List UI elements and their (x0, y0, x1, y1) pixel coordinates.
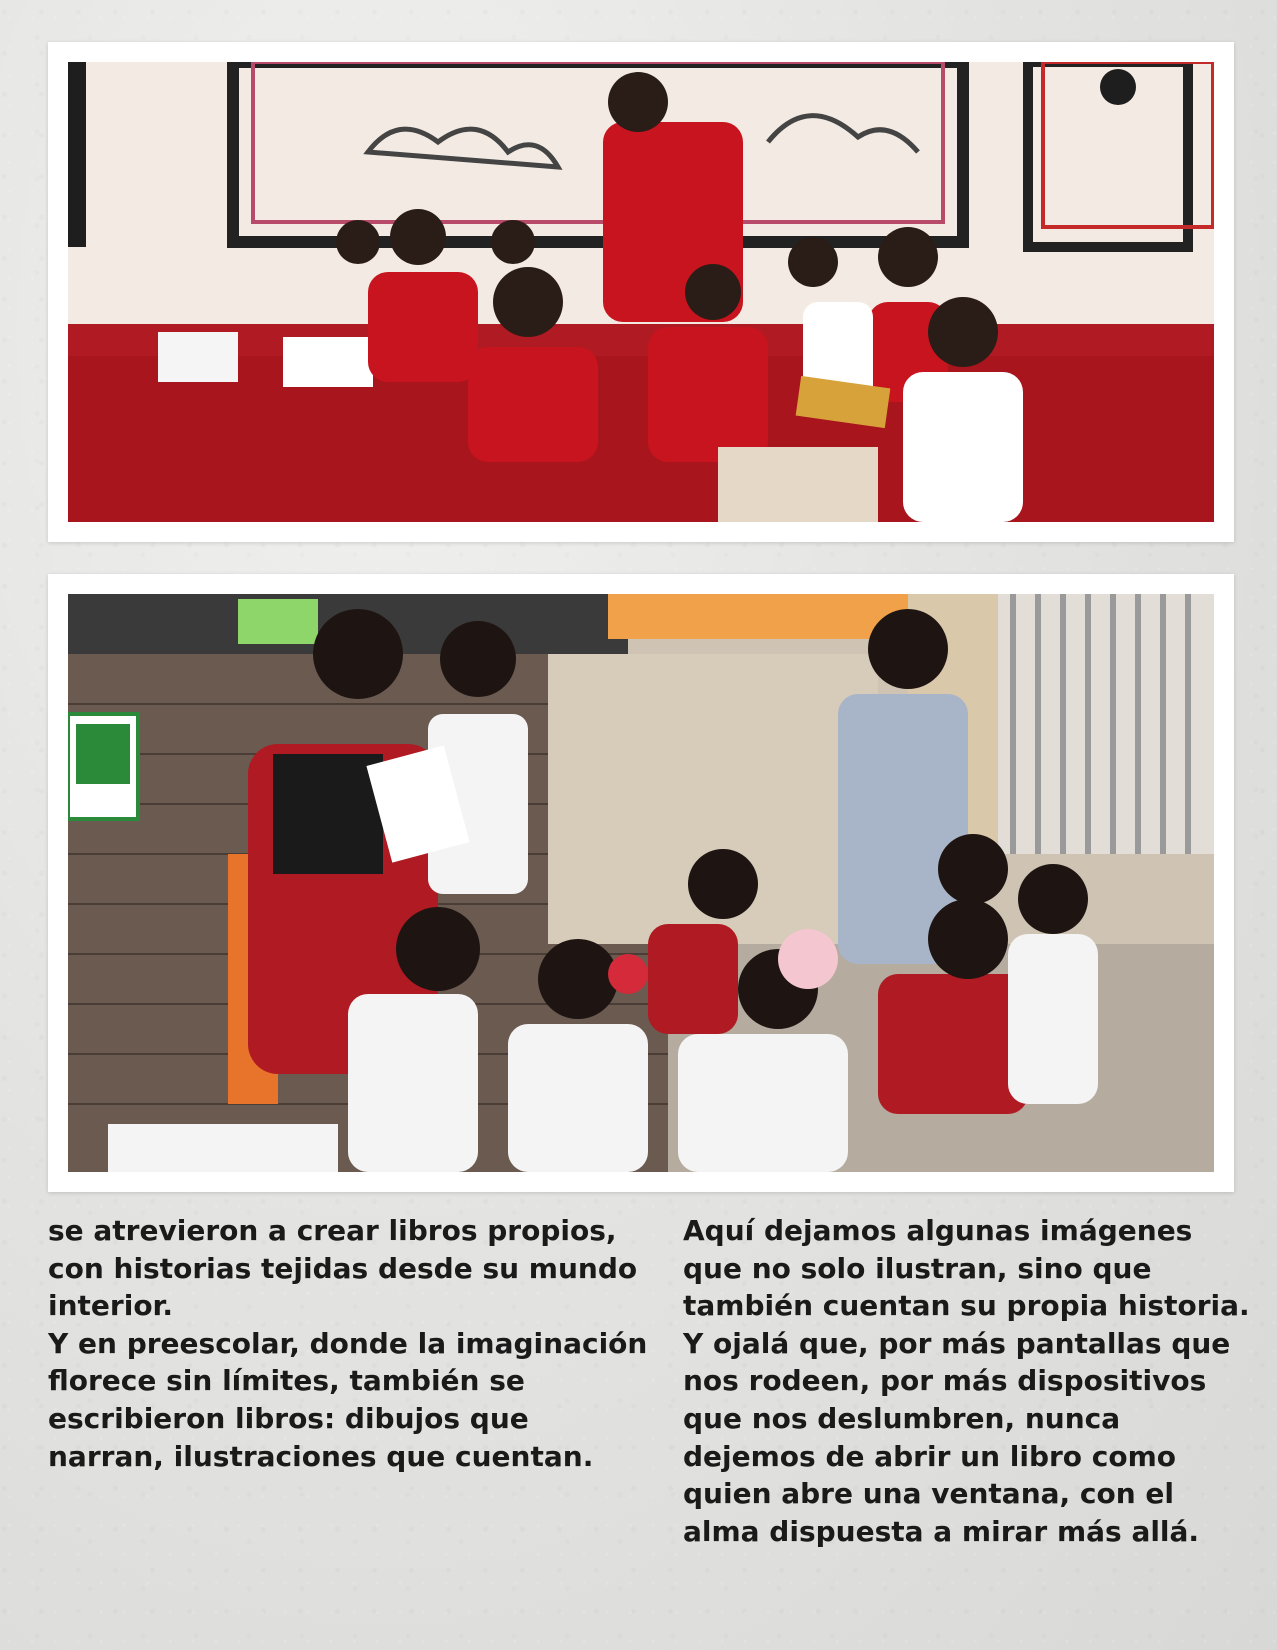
paragraph: Aquí dejamos algunas imágenes que no solo ilustran, sino que también cuentan su propia historia. (683, 1214, 1250, 1323)
photo-frame-top (48, 42, 1234, 542)
reading-circle-photo (68, 62, 1214, 522)
paragraph: se atrevieron a crear libros propios, con historias tejidas desde su mundo interior. (48, 1214, 638, 1323)
photo-frame-bottom (48, 574, 1234, 1192)
paragraph: Y ojalá que, por más pantallas que nos rodeen, por más dispositivos que nos deslumbren, nunca dejemos de abrir un libro como quien abre una ventana, con el alma dispuesta a mirar más allá. (683, 1326, 1231, 1548)
storytelling-photo (68, 594, 1214, 1172)
text-column-right (683, 1212, 1253, 1550)
paragraph: Y en preescolar, donde la imaginación florece sin límites, también se escribieron libros: dibujos que narran, ilustraciones que cuentan. (48, 1326, 648, 1473)
text-column-left (48, 1212, 648, 1475)
